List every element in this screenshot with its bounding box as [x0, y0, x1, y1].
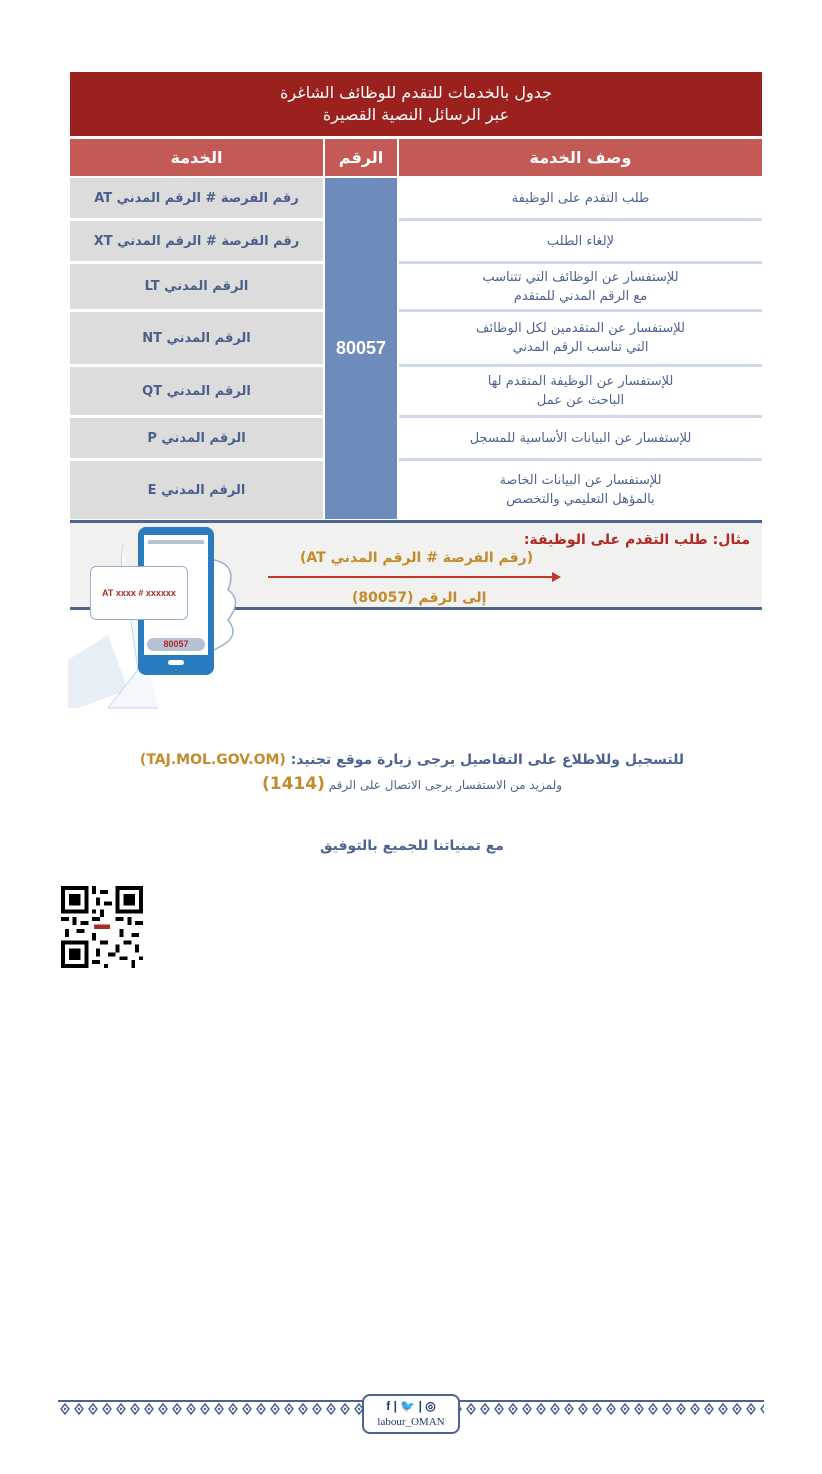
- arrow-line: [268, 576, 554, 578]
- sms-number-cell: 80057: [325, 178, 397, 519]
- service-cell: رقم الفرصة # الرقم المدني XT: [70, 221, 323, 261]
- contact-line: [100, 774, 724, 794]
- description-cell: [399, 461, 762, 519]
- registration-url[interactable]: (TAJ.MOL.GOV.OM): [139, 752, 286, 768]
- home-button-icon: [168, 660, 184, 665]
- description-line: للإستفسار عن البيانات الخاصة: [499, 473, 662, 488]
- phone-number-field: 80057: [147, 638, 205, 651]
- arrow-head-icon: [552, 572, 561, 582]
- description-cell: [399, 312, 762, 367]
- header-number: الرقم: [325, 139, 397, 176]
- description-line: للإستفسار عن الوظائف التي تتناسب: [482, 269, 679, 285]
- contact-number: (1414): [261, 774, 325, 794]
- service-cell: رقم الفرصة # الرقم المدني AT: [70, 178, 323, 218]
- social-handle[interactable]: labour_OMAN: [377, 1416, 445, 1428]
- contact-label: ولمزيد من الاستفسار يرجى الاتصال على الرقم: [328, 778, 563, 792]
- description-line: للإستفسار عن البيانات الأساسية للمسجل: [469, 430, 692, 446]
- sms-bubble: AT xxxx # xxxxxx: [90, 566, 188, 620]
- description-cell: [399, 418, 762, 461]
- description-cell: [399, 178, 762, 221]
- description-line: للإستفسار عن المتقدمين لكل الوظائف: [476, 321, 685, 336]
- service-cell: الرقم المدني E: [70, 461, 323, 519]
- description-line: بالمؤهل التعليمي والتخصص: [506, 492, 655, 507]
- qr-code-icon: [61, 886, 143, 968]
- table-title-line1: جدول بالخدمات للتقدم للوظائف الشاغرة: [280, 83, 552, 102]
- description-line: لإلغاء الطلب: [546, 233, 615, 249]
- table-title: [70, 72, 762, 136]
- description-cell: [399, 367, 762, 418]
- service-cell: الرقم المدني LT: [70, 264, 323, 309]
- service-cell: الرقم المدني NT: [70, 312, 323, 364]
- closing-wish: مع تمنياتنا للجميع بالتوفيق: [320, 838, 504, 854]
- example-format: (رقم الفرصة # الرقم المدني AT): [300, 550, 534, 566]
- description-line: للإستفسار عن الوظيفة المتقدم لها: [487, 374, 674, 389]
- description-line: طلب التقدم على الوظيفة: [511, 190, 650, 206]
- description-cell: [399, 221, 762, 264]
- description-cell: [399, 264, 762, 312]
- screen-header-icon: [148, 538, 204, 546]
- registration-label: للتسجيل وللاطلاع على التفاصيل يرجى زيارة موقع تجنيد:: [290, 752, 685, 768]
- service-cell: الرقم المدني P: [70, 418, 323, 458]
- description-line: مع الرقم المدني للمتقدم: [513, 288, 648, 304]
- example-title: مثال: طلب التقدم على الوظيفة:: [523, 532, 750, 548]
- social-icons[interactable]: f | 🐦 | ◎: [386, 1399, 436, 1413]
- service-cell: الرقم المدني QT: [70, 367, 323, 415]
- description-line: التي تناسب الرقم المدني: [512, 340, 649, 355]
- header-description: وصف الخدمة: [399, 139, 762, 176]
- table-title-line2: عبر الرسائل النصية القصيرة: [322, 105, 510, 124]
- header-service: الخدمة: [70, 139, 323, 176]
- example-number: إلى الرقم (80057): [352, 590, 487, 606]
- registration-line: [100, 752, 724, 768]
- description-line: الباحث عن عمل: [536, 393, 625, 408]
